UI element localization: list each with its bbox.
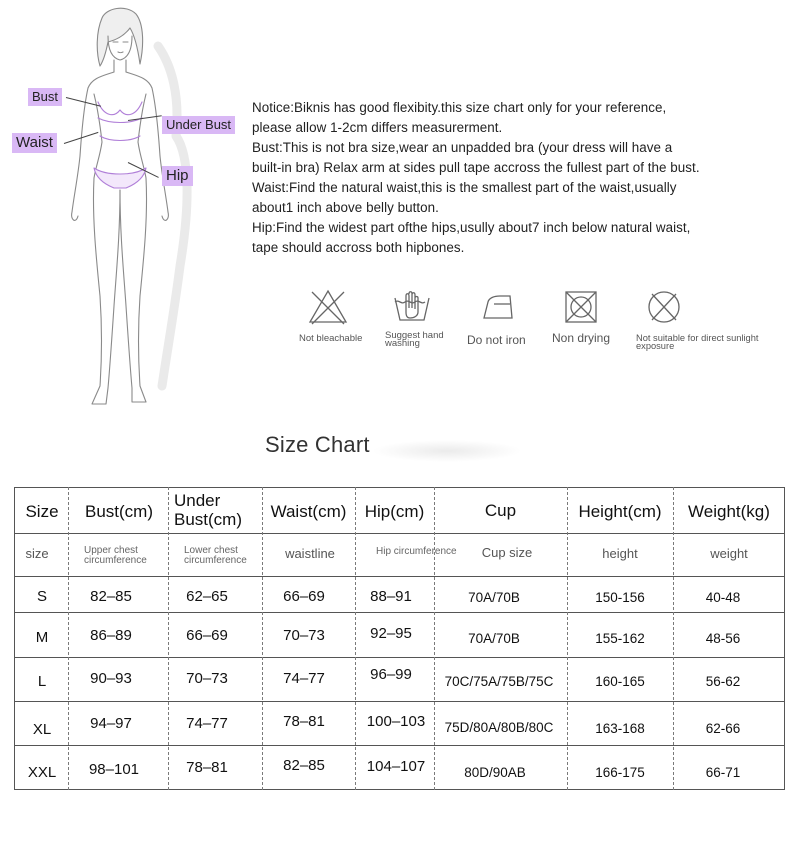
cell-under-bust: 62–65: [186, 588, 228, 605]
header-size: Size: [25, 502, 59, 521]
cell-weight: 48-56: [705, 631, 741, 646]
notice-line: Bust:This is not bra size,wear an unpadded bra (your dress will have a: [252, 140, 673, 155]
under-bust-label: Under Bust: [162, 116, 235, 134]
notice-line: about1 inch above belly button.: [252, 200, 439, 215]
header-under-bust-line: Under: [174, 491, 221, 510]
cell-height: 163-168: [595, 721, 645, 736]
cell-hip: 92–95: [370, 625, 412, 642]
header-under-bust-line: Bust(cm): [174, 510, 242, 529]
hand-wash-label-line: Suggest hand: [385, 330, 444, 341]
chart-title: Size Chart: [265, 432, 370, 457]
subheader-size: size: [25, 546, 49, 561]
subheader-cup: Cup size: [481, 545, 533, 560]
notice-line: please allow 1-2cm differs measurerment.: [252, 120, 503, 135]
no-tumble-dry-icon: [562, 289, 600, 325]
header-hip: Hip(cm): [364, 502, 425, 521]
header-waist: Waist(cm): [270, 502, 347, 521]
title-smudge: [372, 440, 522, 462]
cell-waist: 66–69: [283, 588, 325, 605]
subheader-waist: waistline: [285, 546, 335, 561]
cell-bust: 90–93: [90, 670, 132, 687]
hand-wash-label: [385, 332, 444, 348]
cell-size: XL: [32, 721, 52, 738]
no-sunlight-label: [636, 334, 758, 350]
notice-line: built-in bra) Relax arm at sides pull tape accross the fullest part of the bust.: [252, 160, 700, 175]
cell-cup: 70A/70B: [468, 590, 520, 605]
notice-line: Waist:Find the natural waist,this is the smallest part of the waist,usually: [252, 180, 677, 195]
notice-line: tape should accross both hipbones.: [252, 240, 465, 255]
cell-cup: 75D/80A/80B/80C: [444, 720, 554, 735]
cell-under-bust: 70–73: [186, 670, 228, 687]
no-sunlight-label-line: exposure: [636, 341, 675, 351]
cell-cup: 80D/90AB: [464, 765, 526, 780]
header-under-bust: [174, 491, 254, 529]
size-table: [14, 487, 785, 790]
cell-hip: 100–103: [366, 713, 426, 730]
cell-under-bust: 74–77: [186, 715, 228, 732]
subheader-under-bust-line: Lower chest: [184, 545, 238, 556]
cell-waist: 78–81: [283, 713, 325, 730]
cell-height: 155-162: [595, 631, 645, 646]
size-notice: [252, 98, 788, 258]
cell-under-bust: 78–81: [186, 759, 228, 776]
header-weight: Weight(kg): [688, 502, 770, 521]
no-sunlight-label-line: Not suitable for direct sunlight: [636, 333, 759, 343]
hand-wash-label-line: washing: [385, 338, 420, 349]
header-height: Height(cm): [578, 502, 662, 521]
header-cup: Cup: [484, 501, 517, 520]
not-bleachable-label: Not bleachable: [299, 333, 363, 344]
cell-height: 150-156: [595, 590, 645, 605]
no-drying-label: Non drying: [552, 331, 611, 345]
not-bleachable-icon: [306, 288, 350, 326]
model-figure-illustration: [40, 6, 210, 416]
cell-weight: 56-62: [705, 674, 741, 689]
hip-label: Hip: [162, 166, 193, 186]
cell-hip: 96–99: [370, 666, 412, 683]
subheader-under-bust-line: circumference: [184, 555, 247, 566]
header-bust: Bust(cm): [85, 502, 153, 521]
cell-hip: 104–107: [366, 758, 426, 775]
no-iron-icon: [480, 290, 518, 324]
cell-bust: 98–101: [88, 761, 140, 778]
cell-bust: 86–89: [90, 627, 132, 644]
cell-size: M: [35, 629, 49, 646]
cell-waist: 70–73: [283, 627, 325, 644]
cell-size: XXL: [27, 764, 57, 781]
cell-height: 160-165: [595, 674, 645, 689]
cell-size: L: [37, 673, 47, 690]
cell-height: 166-175: [595, 765, 645, 780]
cell-weight: 40-48: [705, 590, 741, 605]
cell-size: S: [36, 588, 47, 605]
waist-label: Waist: [12, 133, 57, 153]
subheader-bust-line: circumference: [84, 555, 147, 566]
subheader-bust: [84, 546, 147, 566]
subheader-bust-line: Upper chest: [84, 545, 138, 556]
cell-weight: 66-71: [705, 765, 741, 780]
cell-waist: 74–77: [283, 670, 325, 687]
hand-wash-icon: [392, 288, 432, 324]
cell-hip: 88–91: [370, 588, 412, 605]
subheader-weight: weight: [710, 546, 748, 561]
cell-cup: 70A/70B: [468, 631, 520, 646]
subheader-hip: Hip circumference: [376, 546, 457, 557]
cell-bust: 94–97: [90, 715, 132, 732]
cell-weight: 62-66: [705, 721, 741, 736]
subheader-under-bust: [184, 546, 247, 566]
no-iron-label: Do not iron: [467, 333, 526, 347]
cell-cup: 70C/75A/75B/75C: [444, 674, 554, 689]
bust-label: Bust: [28, 88, 62, 106]
subheader-height: height: [602, 546, 638, 561]
cell-under-bust: 66–69: [186, 627, 228, 644]
notice-line: Hip:Find the widest part ofthe hips,usully about7 inch below natural waist,: [252, 220, 691, 235]
notice-line: Notice:Biknis has good flexibity.this size chart only for your reference,: [252, 100, 667, 115]
no-sunlight-icon: [644, 288, 684, 326]
cell-waist: 82–85: [283, 757, 325, 774]
cell-bust: 82–85: [90, 588, 132, 605]
